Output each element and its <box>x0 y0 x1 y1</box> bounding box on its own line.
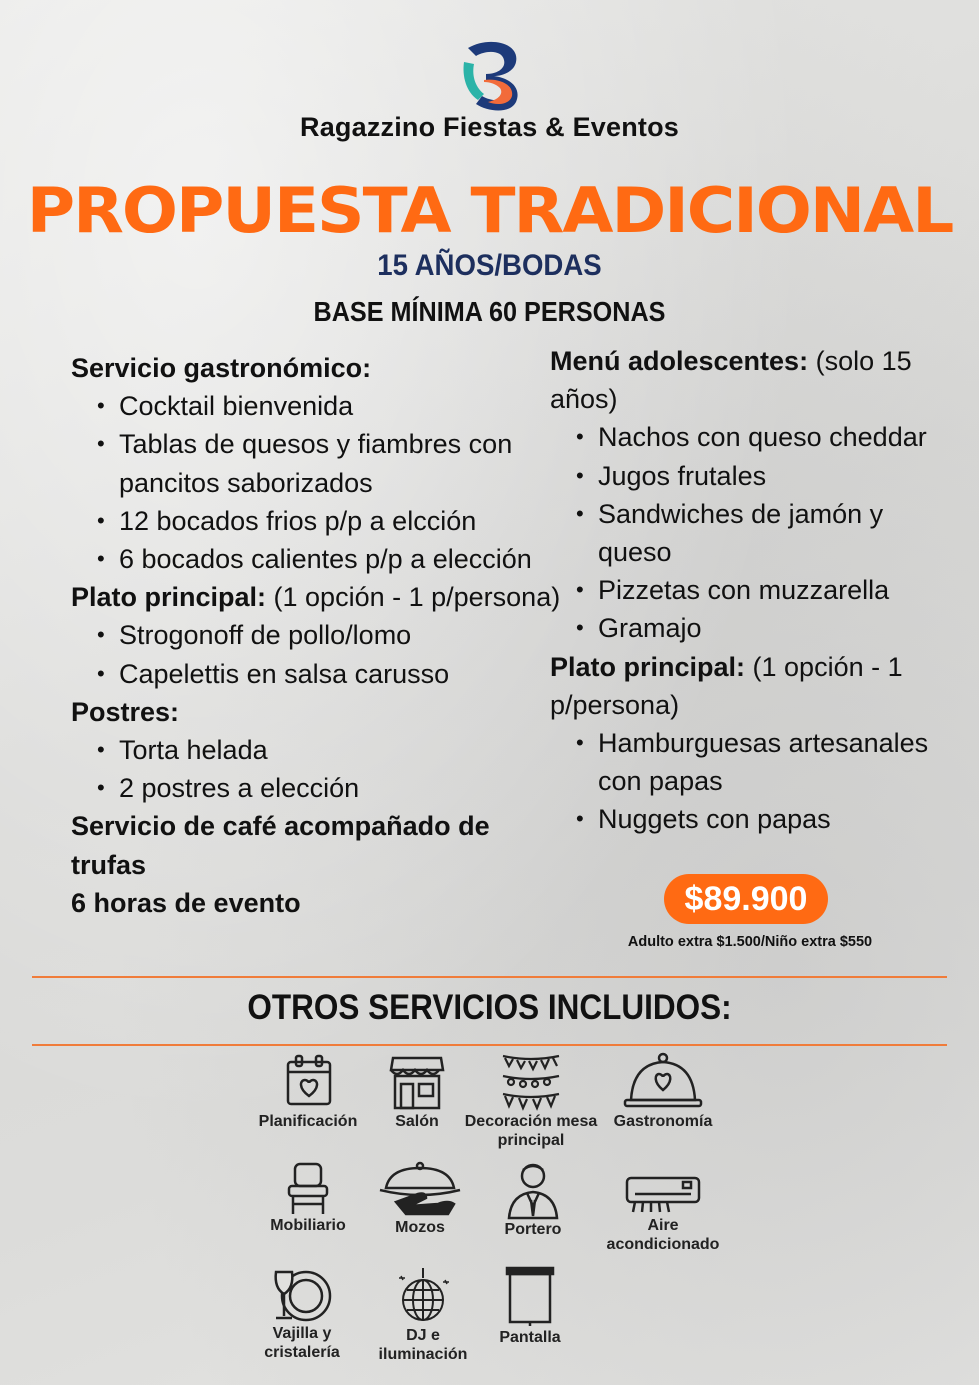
projection-screen-icon <box>505 1266 555 1328</box>
brand-logo-icon <box>458 40 528 112</box>
divider-top <box>32 976 947 978</box>
service-label: Salón <box>395 1113 439 1130</box>
service-label: Mozos <box>395 1219 445 1236</box>
disco-ball-icon <box>393 1266 453 1326</box>
chair-icon <box>283 1160 333 1216</box>
calendar-heart-icon <box>278 1052 338 1112</box>
service-decoracion <box>456 1052 606 1150</box>
storefront-icon <box>387 1052 447 1112</box>
service-label: Decoración mesa principal <box>464 1113 598 1149</box>
list-item: • Nachos con queso cheddar <box>598 418 950 456</box>
list-item: • Pizzetas con muzzarella <box>598 571 950 609</box>
teen-menu-heading: Menú adolescentes: <box>550 346 809 376</box>
list-item: • 2 postres a elección <box>119 769 571 807</box>
gastro-list <box>71 387 571 578</box>
service-gastronomia <box>588 1052 738 1131</box>
gastro-heading: Servicio gastronómico: <box>71 353 372 383</box>
main-course-note: (1 opción - 1 p/persona) <box>266 582 561 613</box>
air-conditioner-icon <box>621 1160 705 1216</box>
service-aire <box>588 1160 738 1254</box>
plate-glass-icon <box>270 1268 334 1324</box>
doorman-icon <box>503 1160 563 1220</box>
teen-main-course-line <box>550 648 950 724</box>
price-badge: $89.900 <box>664 874 828 924</box>
list-item: • Sandwiches de jamón y queso <box>598 495 950 571</box>
teen-menu-list <box>550 418 950 647</box>
service-label: Portero <box>504 1221 562 1238</box>
event-duration: 6 horas de evento <box>71 887 301 918</box>
list-item: • Torta helada <box>119 731 571 769</box>
minimum-guests: BASE MÍNIMA 60 PERSONAS <box>313 296 666 327</box>
list-item: • Tablas de quesos y fiambres con pancitos saborizados <box>119 425 571 501</box>
service-label: Gastronomía <box>613 1113 713 1130</box>
service-label: DJ e iluminación <box>378 1327 468 1363</box>
service-portero <box>458 1160 608 1239</box>
service-label: Aire acondicionado <box>606 1217 720 1253</box>
page-title: PROPUESTA TRADICIONAL <box>26 173 953 248</box>
list-item: • Gramajo <box>598 609 950 647</box>
teen-menu-line <box>550 342 950 418</box>
brand-name: Ragazzino Fiestas & Eventos <box>300 112 679 142</box>
list-item: • Jugos frutales <box>598 457 950 495</box>
coffee-service: Servicio de café acompañado de trufas <box>71 811 490 880</box>
bunting-icon <box>499 1052 563 1112</box>
service-pantalla <box>455 1266 605 1347</box>
list-item: • Nuggets con papas <box>598 800 950 838</box>
service-label: Pantalla <box>499 1329 561 1346</box>
menu-right-column <box>550 342 950 839</box>
menu-left-column <box>71 349 571 922</box>
event-type: 15 AÑOS/BODAS <box>377 249 602 282</box>
teen-main-course-note: (1 opción - 1 p/persona) <box>550 651 903 720</box>
divider-bottom <box>32 1044 947 1046</box>
teen-menu-note: (solo 15 años) <box>550 346 912 415</box>
list-item: • Hamburguesas artesanales con papas <box>598 724 950 800</box>
main-course-list <box>71 616 571 692</box>
dessert-heading: Postres: <box>71 696 180 727</box>
main-course-heading: Plato principal: <box>71 582 267 613</box>
list-item: • Capelettis en salsa carusso <box>119 655 571 693</box>
teen-main-course-list <box>550 724 950 839</box>
dessert-list <box>71 731 571 807</box>
cloche-heart-icon <box>621 1052 705 1112</box>
waiter-tray-icon <box>378 1160 462 1218</box>
extra-pricing: Adulto extra $1.500/Niño extra $550 <box>627 934 873 950</box>
service-label: Vajilla y cristalería <box>264 1325 340 1361</box>
list-item: • 6 bocados calientes p/p a elección <box>119 540 571 578</box>
list-item: • Cocktail bienvenida <box>119 387 571 425</box>
teen-main-course-heading: Plato principal: <box>550 651 746 682</box>
main-course-line <box>71 578 571 616</box>
list-item: • 12 bocados frios p/p a elcción <box>119 502 571 540</box>
services-title: OTROS SERVICIOS INCLUIDOS: <box>247 988 732 1027</box>
list-item: • Strogonoff de pollo/lomo <box>119 616 571 654</box>
service-label: Mobiliario <box>270 1217 346 1234</box>
service-label: Planificación <box>258 1113 358 1130</box>
